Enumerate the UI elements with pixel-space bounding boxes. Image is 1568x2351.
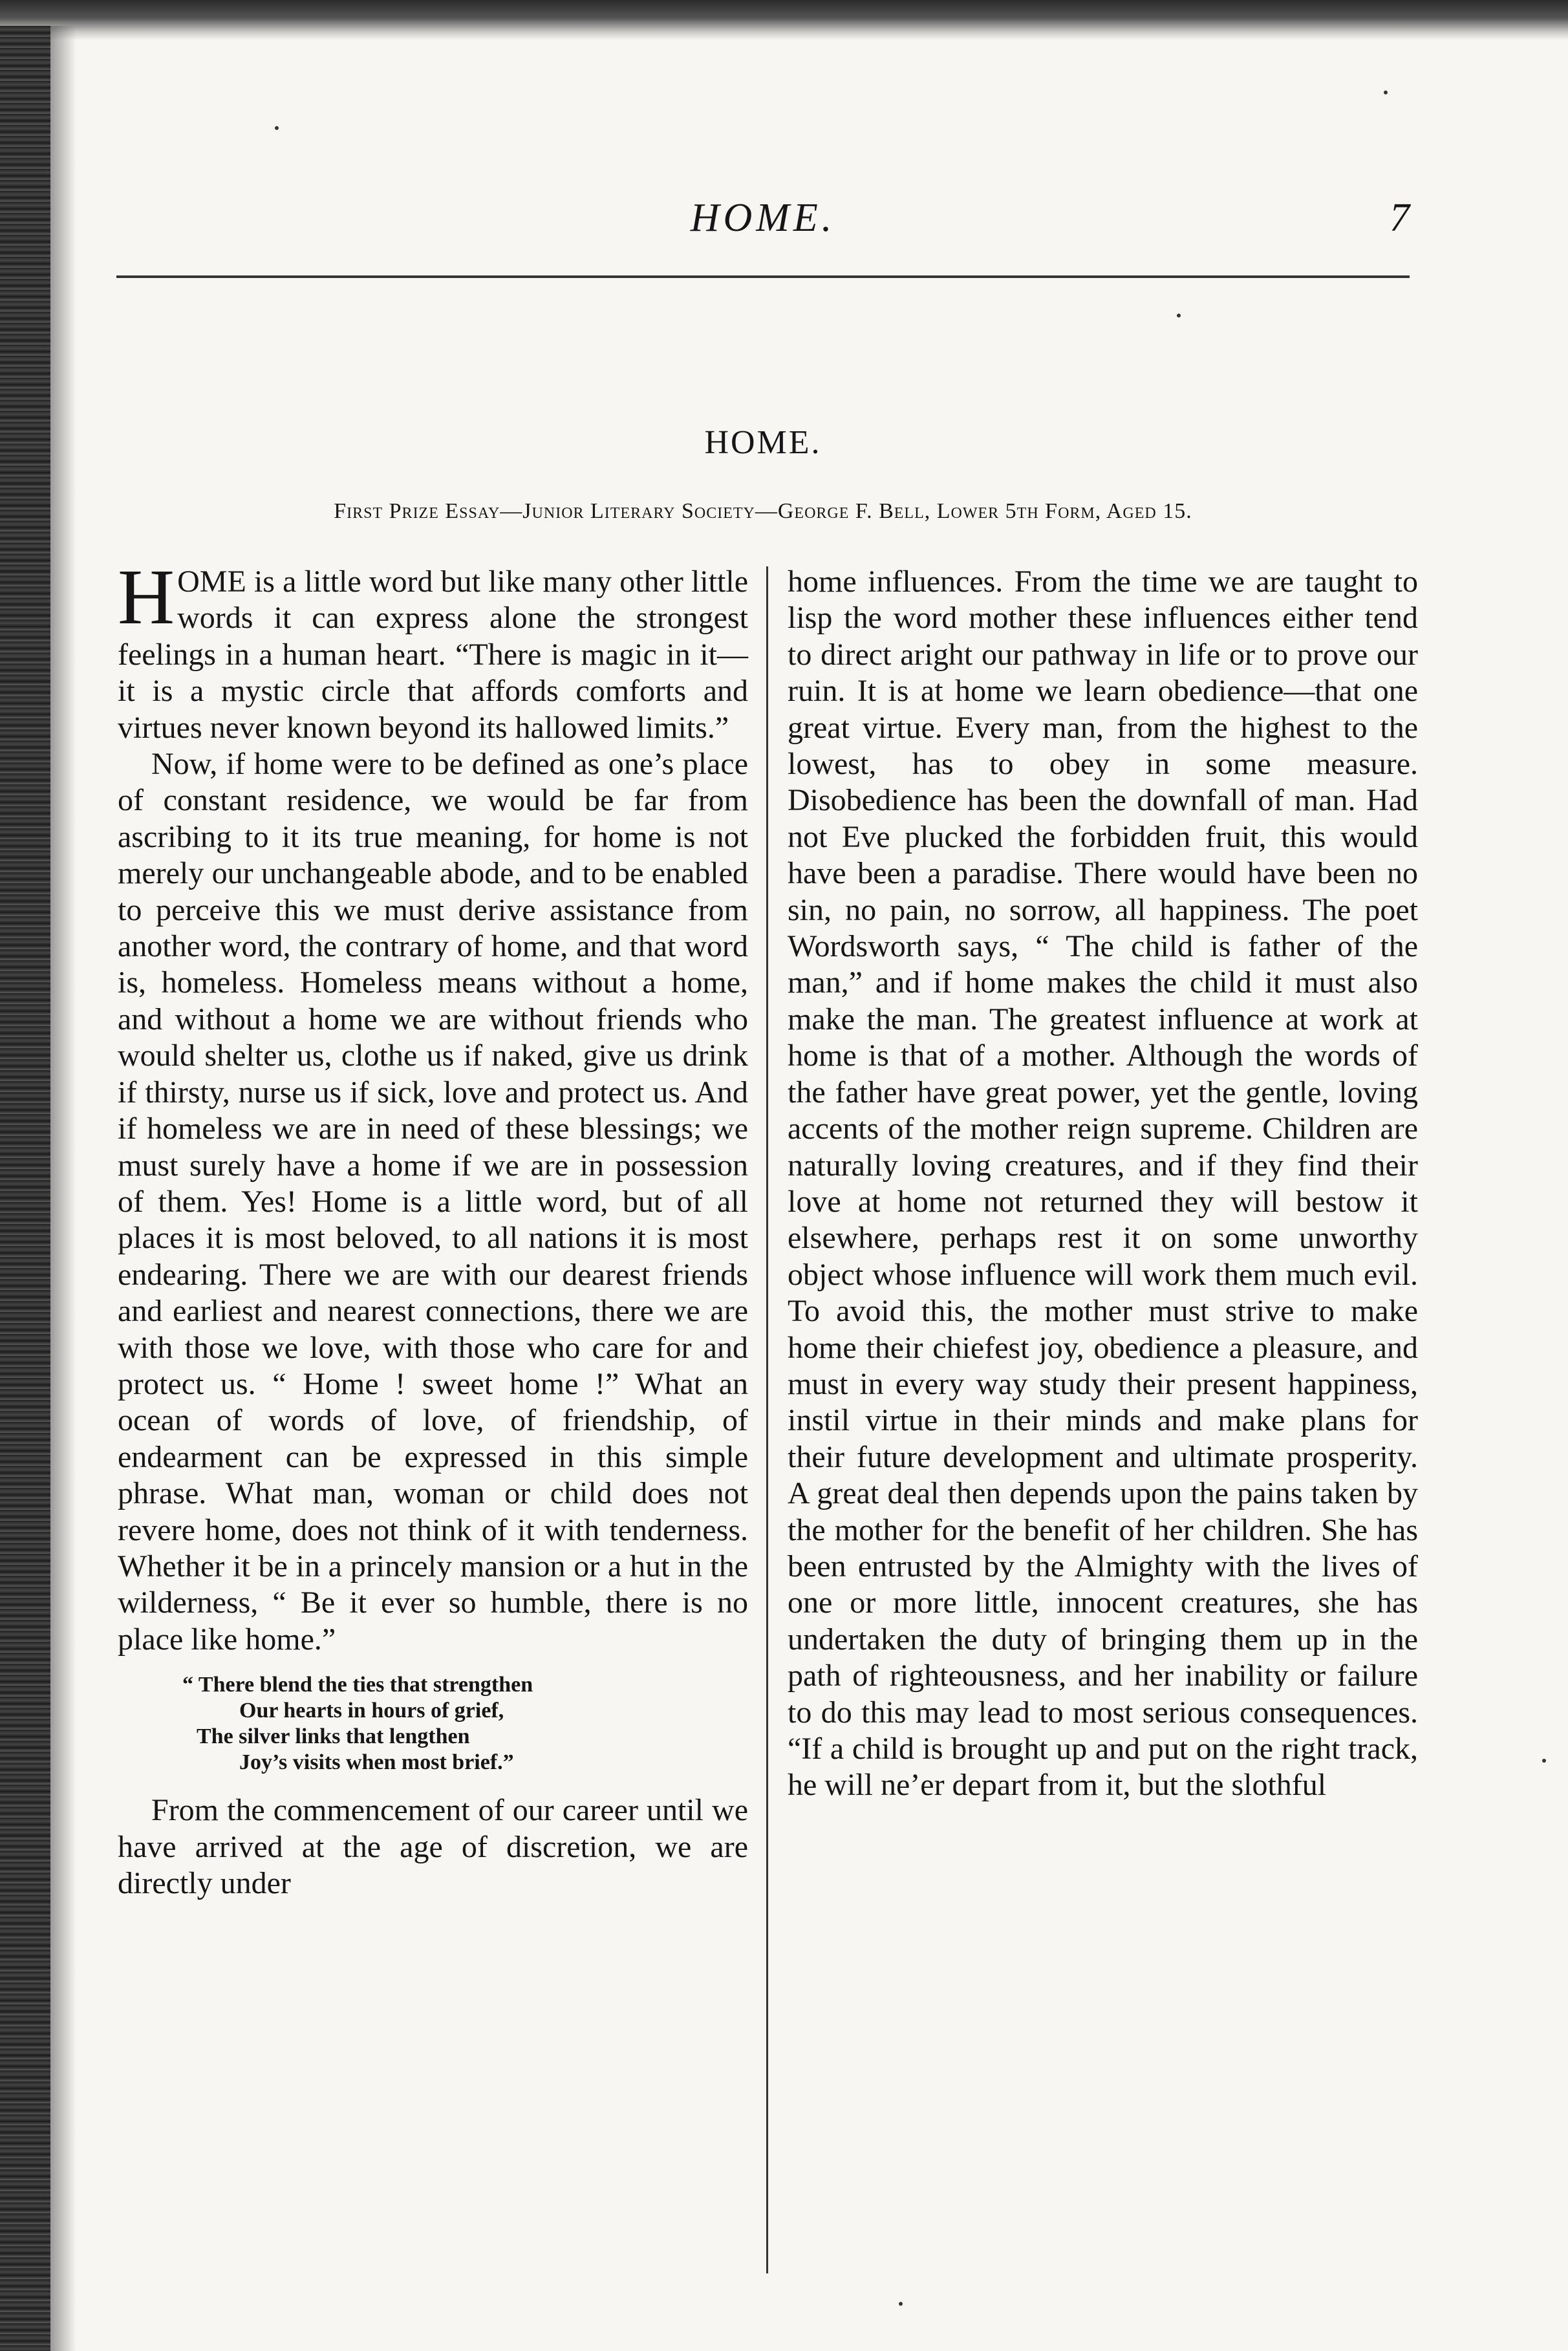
- running-title: HOME.: [690, 196, 836, 240]
- verse-line: Joy’s visits when most brief.”: [239, 1750, 514, 1775]
- scan-speck: [1384, 91, 1388, 94]
- scan-speck: [1177, 314, 1181, 317]
- column-divider: [766, 566, 768, 2273]
- scan-speck: [899, 2302, 903, 2306]
- drop-cap: H: [118, 553, 175, 641]
- verse-quote: [118, 1672, 748, 1776]
- right-column: [788, 564, 1418, 1804]
- scan-binding-shadow: [50, 26, 76, 2351]
- verse-line: Our hearts in hours of grief,: [239, 1699, 504, 1723]
- scan-speck: [1542, 1759, 1546, 1763]
- scan-top-edge: [0, 0, 1568, 40]
- verse-line: The silver links that lengthen: [197, 1724, 470, 1749]
- scan-binding-edge: [0, 26, 50, 2351]
- verse-line: “ There blend the ties that strengthen: [182, 1673, 533, 1697]
- paragraph-2: Now, if home were to be defined as one’s place of constant residence, we would be far from ascribing to it its true meaning, for home is not merely our unchangeable abode, and to be enabled to perceive this we must derive assistance from another word, the contrary of home, and that word is, homeless. Homeless means without a home, and without a home we are without friends who would shelter us, clothe us if naked, give us drink if thirsty, nurse us if sick, love and protect us. And if homeless we are in need of these blessings; we must surely have a home if we are in possession of them. Yes! Home is a little word, but of all places it is most beloved, to all nations it is most endearing. There we are with our dearest friends and earliest and nearest connections, there we are with those we love, with those who care for and protect us. “ Home ! sweet home !” What an ocean of words of love, of friendship, of endearment can be expressed in this simple phrase. What man, woman or child does not revere home, does not think of it with tenderness. Whether it be in a princely mansion or a hut in the wilderness, “ Be it ever so humble, there is no place like home.”: [118, 747, 748, 1657]
- page-number: 7: [1390, 196, 1410, 240]
- paragraph-3: From the commencement of our career until we have arrived at the age of discretion, we are directly under: [118, 1793, 748, 1900]
- running-head: [116, 181, 1410, 259]
- paragraph-1: [118, 553, 748, 746]
- article-byline: First Prize Essay—Junior Literary Society—George F. Bell, Lower 5th Form, Aged 15.: [334, 499, 1192, 523]
- left-column: [118, 553, 748, 1902]
- header-rule: [116, 275, 1410, 278]
- paragraph-1-text: OME is a little word but like many other little words it can express alone the strongest feelings in a human heart. “There is magic in it—it is a mystic circle that affords comforts and virtues never known beyond its hallowed limits.”: [118, 564, 748, 745]
- right-column-text: home influences. From the time we are taught to lisp the word mother these influences either tend to direct aright our pathway in life or to prove our ruin. It is at home we learn obedience—that one great virtue. Every man, from the highest to the lowest, has to obey in some measure. Disobedience has been the downfall of man. Had not Eve plucked the forbidden fruit, this would have been a paradise. There would have been no sin, no pain, no sorrow, all happiness. The poet Wordsworth says, “ The child is father of the man,” and if home makes the child it must also make the man. The greatest influence at work at home is that of a mother. Although the words of the father have great power, yet the gentle, loving accents of the mother reign supreme. Children are naturally loving creatures, and if they find their love at home not returned they will bestow it elsewhere, perhaps rest it on some unworthy object whose influence will work them much evil. To avoid this, the mother must strive to make home their chiefest joy, obedience a pleasure, and must in every way study their present happiness, instil virtue in their minds and make plans for their future development and ultimate prosperity. A great deal then depends upon the pains taken by the mother for the benefit of her children. She has been entrusted by the Almighty with the lives of one or more little, innocent creatures, she has undertaken the duty of bringing them up in the path of righteousness, and her inability or failure to do this may lead to most serious consequences. “If a child is brought up and put on the right track, he will ne’er depart from it, but the slothful: [788, 564, 1418, 1803]
- article-title: HOME.: [704, 424, 822, 461]
- scan-speck: [275, 126, 279, 130]
